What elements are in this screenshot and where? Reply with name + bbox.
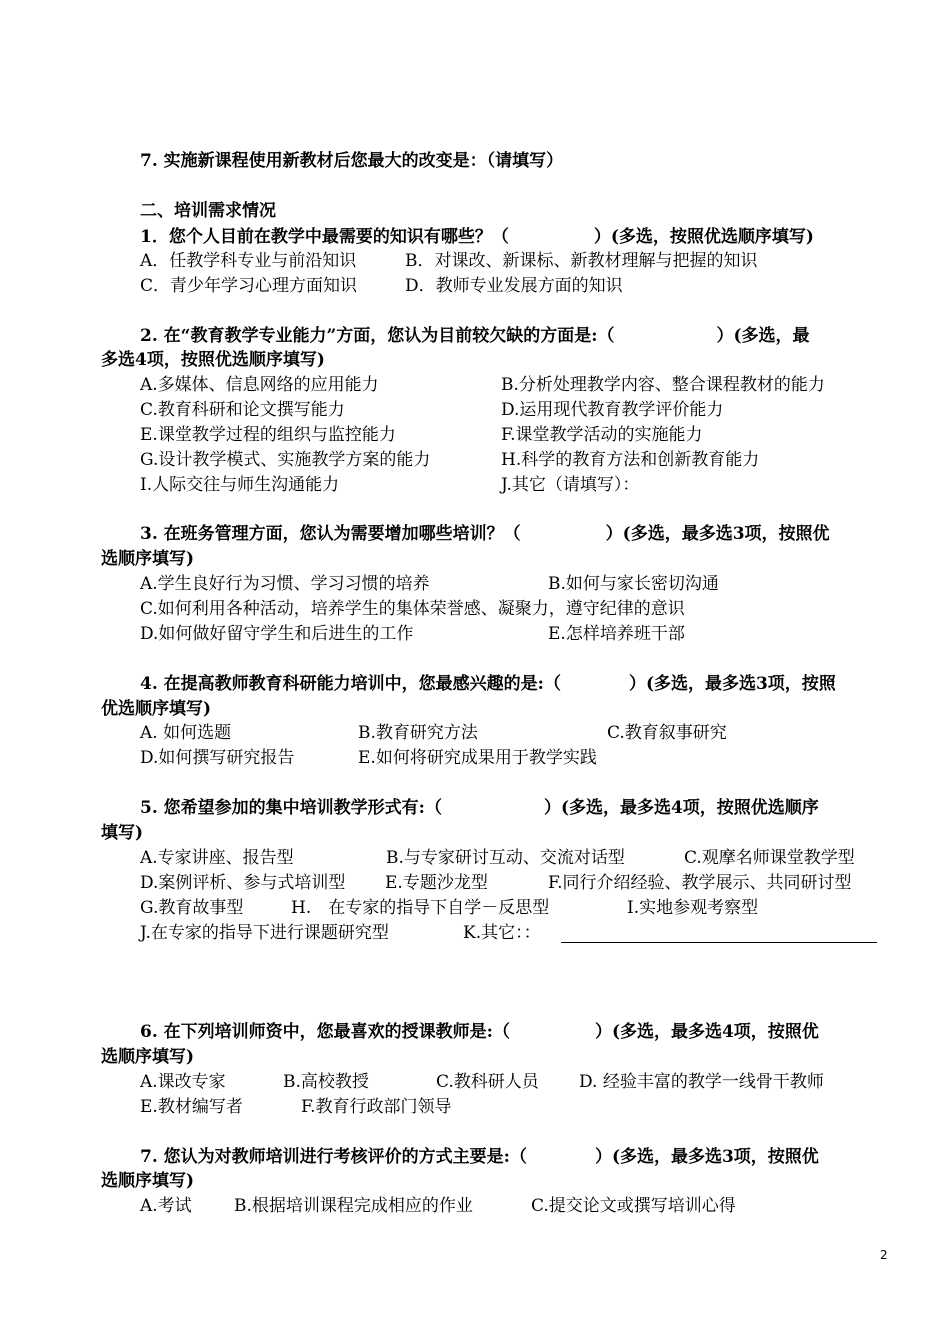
question-4-stem: 4. 在提高教师教育科研能力培训中，您最感兴趣的是:（ ）(多选，最多选3项，按照 [140,674,836,694]
q4-option-d: D.如何撰写研究报告 [140,748,295,768]
q1-option-a: A．任教学科专业与前沿知识 [140,251,357,271]
q6-option-c: C.教科研人员 [436,1072,539,1092]
section-title: 二、培训需求情况 [140,201,276,221]
q3-option-d: D.如何做好留守学生和后进生的工作 [140,624,414,644]
question-5-stem: 5. 您希望参加的集中培训教学形式有:（ ）(多选，最多选4项，按照优选顺序 [140,798,819,818]
q5-option-c: C.观摩名师课堂教学型 [684,848,855,868]
q5-option-j: J.在专家的指导下进行课题研究型 [140,923,389,943]
question-4-stem-cont: 优选顺序填写) [101,699,212,719]
q2-option-a: A.多媒体、信息网络的应用能力 [140,375,379,395]
q5-option-b: B.与专家研讨互动、交流对话型 [386,848,625,868]
q5-option-i: I.实地参观考察型 [627,898,759,918]
q4-option-c: C.教育叙事研究 [607,723,727,743]
q1-option-d: D．教师专业发展方面的知识 [405,276,623,296]
q4-option-b: B.教育研究方法 [358,723,478,743]
q5-option-d: D.案例评析、参与式培训型 [140,873,346,893]
question-7-stem: 7. 您认为对教师培训进行考核评价的方式主要是:（ ）(多选，最多选3项，按照优 [140,1147,819,1167]
question-7-stem-cont: 选顺序填写) [101,1171,195,1191]
q4-option-a: A. 如何选题 [140,723,232,743]
q3-option-a: A.学生良好行为习惯、学习习惯的培养 [140,574,430,594]
q2-option-g: G.设计教学模式、实施教学方案的能力 [140,450,431,470]
question-1-stem: 1．您个人目前在教学中最需要的知识有哪些？（ ）(多选，按照优选顺序填写) [140,227,814,247]
q7-option-c: C.提交论文或撰写培训心得 [531,1196,736,1216]
question-2-stem: 2. 在“教育教学专业能力”方面，您认为目前较欠缺的方面是:（ ）(多选，最 [140,326,810,346]
q2-option-i: I.人际交往与师生沟通能力 [140,475,340,495]
q2-option-e: E.课堂教学过程的组织与监控能力 [140,425,396,445]
q5-option-a: A.专家讲座、报告型 [140,848,294,868]
q6-option-b: B.高校教授 [283,1072,369,1092]
q6-option-a: A.课改专家 [140,1072,226,1092]
q5-option-g: G.教育故事型 [140,898,244,918]
q2-option-j: J.其它（请填写）： [501,475,640,495]
page-number: 2 [880,1248,888,1262]
question-7-change: 7. 实施新课程使用新教材后您最大的改变是：（请填写） [140,151,564,171]
question-6-stem: 6. 在下列培训师资中，您最喜欢的授课教师是:（ ）(多选，最多选4项，按照优 [140,1022,819,1042]
q2-option-b: B.分析处理教学内容、整合课程教材的能力 [501,375,825,395]
q1-option-b: B．对课改、新课标、新教材理解与把握的知识 [405,251,758,271]
q7-option-b: B.根据培训课程完成相应的作业 [234,1196,473,1216]
q2-option-h: H.科学的教育方法和创新教育能力 [501,450,760,470]
question-3-stem-cont: 选顺序填写) [101,549,195,569]
q7-option-a: A.考试 [140,1196,192,1216]
q2-option-d: D.运用现代教育教学评价能力 [501,400,724,420]
question-3-stem: 3. 在班务管理方面，您认为需要增加哪些培训？（ ）(多选，最多选3项，按照优 [140,524,830,544]
q6-option-e: E.教材编写者 [140,1097,243,1117]
question-5-stem-cont: 填写) [101,823,144,843]
q5-option-k: K.其它：： [463,923,541,943]
question-6-stem-cont: 选顺序填写) [101,1047,195,1067]
q4-option-e: E.如何将研究成果用于教学实践 [358,748,597,768]
q3-option-b: B.如何与家长密切沟通 [548,574,719,594]
q1-option-c: C．青少年学习心理方面知识 [140,276,358,296]
q5-option-h: H. 在专家的指导下自学－反思型 [291,898,550,918]
question-2-stem-cont: 多选4项，按照优选顺序填写) [101,350,325,370]
q3-option-c: C.如何利用各种活动，培养学生的集体荣誉感、凝聚力，遵守纪律的意识 [140,599,685,619]
q2-option-c: C.教育科研和论文撰写能力 [140,400,345,420]
q6-option-f: F.教育行政部门领导 [301,1097,452,1117]
fill-in-blank-line[interactable] [561,942,877,943]
q3-option-e: E.怎样培养班干部 [548,624,685,644]
q6-option-d: D. 经验丰富的教学一线骨干教师 [579,1072,824,1092]
q5-option-e: E.专题沙龙型 [385,873,488,893]
q5-option-f: F.同行介绍经验、教学展示、共同研讨型 [548,873,852,893]
q2-option-f: F.课堂教学活动的实施能力 [501,425,703,445]
